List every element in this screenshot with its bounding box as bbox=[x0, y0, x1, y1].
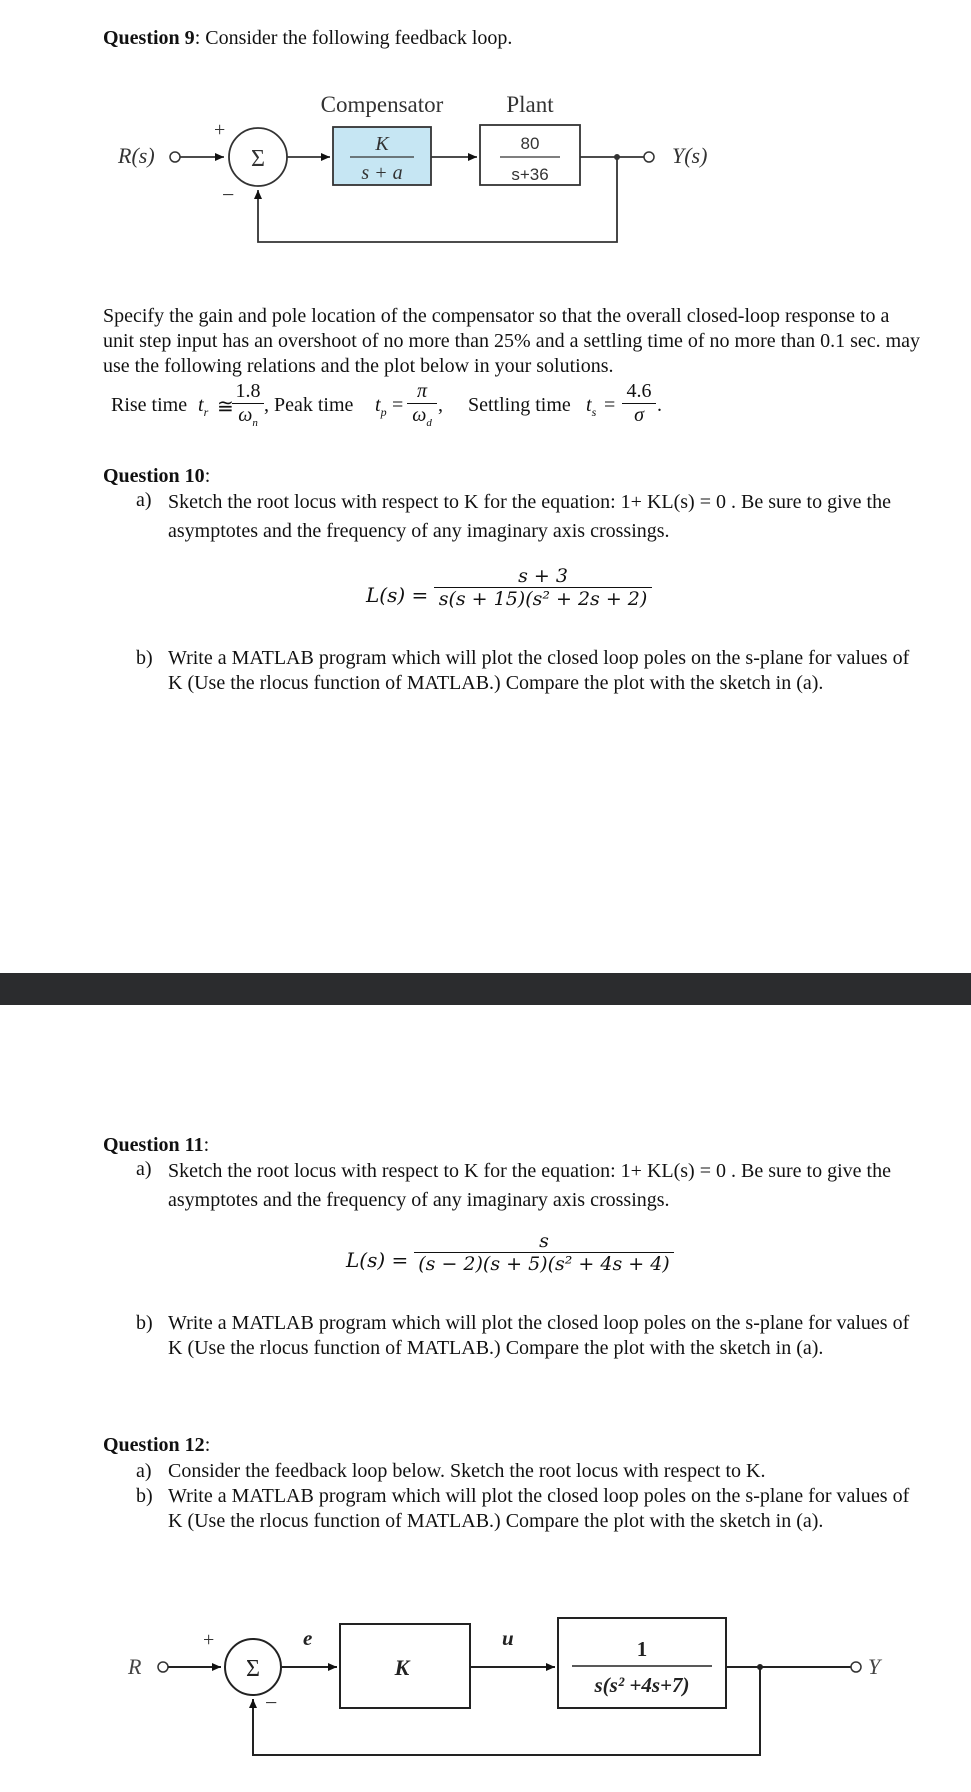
peak-time-label: , Peak time bbox=[264, 394, 354, 416]
q12-part-a-text: Consider the feedback loop below. Sketch the root locus with respect to K. bbox=[168, 1460, 766, 1482]
q11-part-a bbox=[136, 1157, 936, 1217]
settling-time-numerator: 4.6 bbox=[626, 380, 652, 402]
q10-part-a-label: a) bbox=[136, 489, 152, 511]
q10-part-a bbox=[136, 488, 936, 548]
settling-time-equals: = bbox=[604, 394, 616, 416]
q10-title bbox=[103, 465, 210, 488]
q11-lhs: L(s) = bbox=[346, 1248, 409, 1272]
q9-title-bold: Question 9 bbox=[103, 27, 195, 49]
q10-fraction bbox=[434, 565, 652, 610]
q9-compensator-label: Compensator bbox=[320, 92, 444, 117]
q10-denominator: s(s + 15)(s² + 2s + 2) bbox=[438, 588, 648, 610]
q12-part-b-text: Write a MATLAB program which will plot the closed loop poles on the s-plane for values of K (Use the rlocus function of MATLAB.) Compare the plot with the sketch in (a). bbox=[168, 1485, 910, 1532]
q9-block-diagram bbox=[0, 80, 971, 340]
q12-output-terminal bbox=[851, 1662, 861, 1672]
q9-formulas bbox=[0, 380, 971, 440]
settling-time-fraction bbox=[622, 380, 656, 427]
q11-part-b-text: Write a MATLAB program which will plot the closed loop poles on the s-plane for values of K (Use the rlocus function of MATLAB.) Compare the plot with the sketch in (a). bbox=[168, 1312, 910, 1359]
q12-block-diagram bbox=[0, 1600, 971, 1770]
q12-input-terminal bbox=[158, 1662, 168, 1672]
q11-title-rest: : bbox=[203, 1134, 210, 1156]
q11-title-bold: Question 11 bbox=[103, 1134, 204, 1156]
q12-gain-label: K bbox=[394, 1655, 410, 1680]
q10-part-b bbox=[136, 646, 936, 726]
q12-title bbox=[103, 1434, 210, 1457]
q11-part-a-text: Sketch the root locus with respect to K for the equation: 1+ KL(s) = 0 . Be sure to give the asymptotes and the frequency of any imaginary axis crossings. bbox=[168, 1160, 891, 1211]
q10-title-rest: : bbox=[204, 465, 211, 487]
rise-time-fraction bbox=[232, 380, 264, 429]
q10-numerator: s + 3 bbox=[518, 565, 568, 587]
q10-lhs: L(s) = bbox=[366, 583, 429, 607]
q12-control-label: u bbox=[502, 1626, 514, 1650]
q10-part-b-text: Write a MATLAB program which will plot the closed loop poles on the s-plane for values of K (Use the rlocus function of MATLAB.) Compare the plot with the sketch in (a). bbox=[168, 647, 910, 694]
q12-input-label: R bbox=[128, 1654, 142, 1679]
q9-plant-denominator: s+36 bbox=[511, 165, 549, 184]
q12-part-a bbox=[136, 1459, 936, 1484]
q12-output-label: Y bbox=[868, 1654, 881, 1679]
rise-time-symbol: $t_r$ bbox=[198, 394, 209, 419]
rise-time-numerator: 1.8 bbox=[235, 380, 261, 402]
settling-time-subscript: s bbox=[591, 405, 597, 419]
q9-plus-sign: + bbox=[214, 119, 226, 141]
q11-denominator: (s − 2)(s + 5)(s² + 4s + 4) bbox=[418, 1253, 670, 1275]
q10-part-b-label: b) bbox=[136, 647, 153, 669]
q11-fraction bbox=[414, 1230, 674, 1275]
q12-plant-denominator: s(s² +4s+7) bbox=[594, 1673, 690, 1697]
settling-time-symbol: $t_s$ bbox=[586, 394, 597, 419]
q9-problem-text: Specify the gain and pole location of the compensator so that the overall closed-loop response to a unit step input has an overshoot of no more than 25% and a settling time of no more than 0.1 sec. may use the following relations and the plot below in your solutions. bbox=[103, 305, 921, 377]
rise-time-label: Rise time bbox=[111, 394, 188, 416]
q9-input-label: R(s) bbox=[118, 143, 155, 168]
q11-part-b bbox=[136, 1311, 936, 1391]
q12-minus-sign: − bbox=[265, 1690, 278, 1715]
rise-time-subscript: r bbox=[203, 405, 209, 419]
q9-title bbox=[103, 27, 512, 50]
q9-plant-numerator: 80 bbox=[520, 134, 540, 153]
peak-time-equals: = bbox=[392, 394, 404, 416]
q10-transfer-function bbox=[366, 565, 666, 625]
q12-title-rest: : bbox=[204, 1434, 211, 1456]
approx-sign: ≅ bbox=[217, 396, 234, 418]
q12-error-label: e bbox=[303, 1626, 313, 1650]
peak-time-numerator: π bbox=[416, 380, 428, 402]
q11-transfer-function bbox=[346, 1230, 686, 1290]
q12-part-b bbox=[136, 1484, 936, 1564]
q9-minus-sign: − bbox=[222, 182, 235, 207]
q12-sum-symbol: Σ bbox=[246, 1656, 260, 1682]
q10-part-a-text: Sketch the root locus with respect to K for the equation: 1+ KL(s) = 0 . Be sure to give the asymptotes and the frequency of any imaginary axis crossings. bbox=[168, 491, 891, 542]
q12-title-bold: Question 12 bbox=[103, 1434, 205, 1456]
q10-title-bold: Question 10 bbox=[103, 465, 205, 487]
settling-time-denominator: σ bbox=[634, 404, 644, 426]
q9-output-label: Y(s) bbox=[672, 143, 708, 168]
q11-part-a-label: a) bbox=[136, 1158, 152, 1180]
page-divider bbox=[0, 973, 971, 1005]
peak-time-denominator: $\omega_d$ bbox=[412, 404, 432, 429]
peak-time-subscript: p bbox=[380, 405, 387, 419]
q12-plus-sign: + bbox=[203, 1629, 215, 1651]
q12-part-a-label: a) bbox=[136, 1460, 152, 1482]
q9-plant-label: Plant bbox=[506, 92, 554, 117]
q12-part-b-label: b) bbox=[136, 1485, 153, 1507]
peak-time-fraction bbox=[407, 380, 437, 429]
rise-time-denominator: $\omega_n$ bbox=[238, 404, 258, 429]
q12-plant-numerator: 1 bbox=[636, 1637, 648, 1661]
q9-sum-symbol: Σ bbox=[251, 146, 265, 172]
q9-title-rest: : Consider the following feedback loop. bbox=[194, 27, 513, 49]
q11-part-b-label: b) bbox=[136, 1312, 153, 1334]
q9-comp-denominator: s + a bbox=[361, 162, 403, 184]
q9-output-terminal bbox=[644, 152, 654, 162]
peak-time-symbol: $t_p$ bbox=[375, 394, 387, 419]
q9-input-terminal bbox=[170, 152, 180, 162]
q9-comp-numerator: K bbox=[375, 133, 389, 155]
q11-title bbox=[103, 1134, 209, 1157]
formula-period: . bbox=[657, 394, 662, 416]
q11-numerator: s bbox=[539, 1230, 549, 1252]
settling-time-label: , Settling time bbox=[438, 394, 571, 416]
